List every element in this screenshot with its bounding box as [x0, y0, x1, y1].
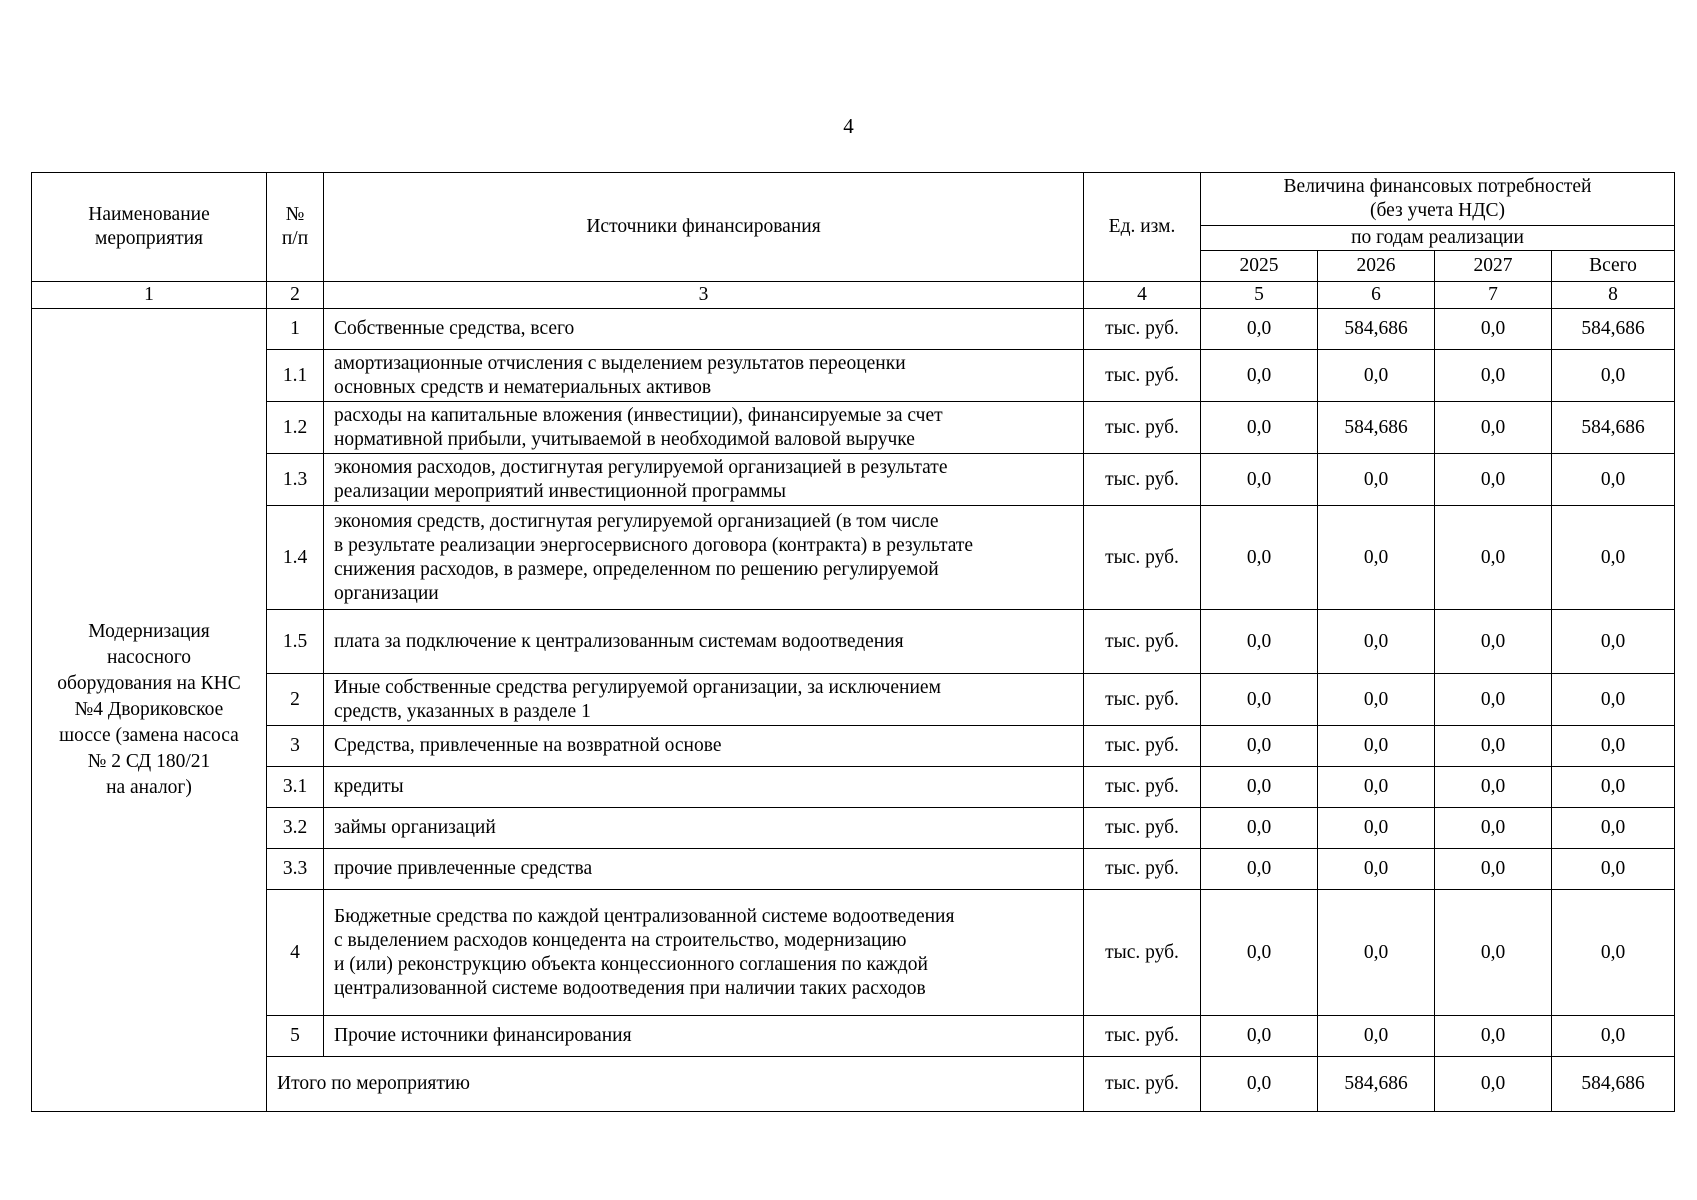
financing-source-line: средств, указанных в разделе 1: [334, 700, 591, 722]
value-cell: 0,0: [1318, 506, 1435, 610]
value-cell: 0,0: [1435, 808, 1552, 849]
value-cell: 0,0: [1435, 309, 1552, 350]
value-cell: 584,686: [1552, 309, 1675, 350]
financing-source: [324, 610, 1084, 674]
value-cell: 0,0: [1552, 808, 1675, 849]
financing-source-line: в результате реализации энергосервисного договора (контракта) в результате: [334, 534, 974, 556]
measure-name-line: №4 Двориковское: [74, 699, 224, 720]
header-unit: Ед. изм.: [1084, 173, 1201, 282]
value-cell: 0,0: [1318, 808, 1435, 849]
unit-cell: тыс. руб.: [1084, 674, 1201, 726]
col-number: 5: [1201, 282, 1318, 309]
financing-source-line: экономия средств, достигнутая регулируемой организацией (в том числе: [334, 510, 939, 532]
financing-source: [324, 506, 1084, 610]
financing-source-line: экономия расходов, достигнутая регулируемой организацией в результате: [334, 456, 948, 478]
value-cell: 0,0: [1318, 726, 1435, 767]
value-cell: 0,0: [1318, 674, 1435, 726]
header-year-2025: 2025: [1201, 251, 1318, 282]
value-cell: 0,0: [1318, 767, 1435, 808]
row-number: 3.3: [267, 849, 324, 890]
value-cell: 0,0: [1318, 890, 1435, 1016]
total-value: 0,0: [1435, 1057, 1552, 1112]
col-number: 4: [1084, 282, 1201, 309]
financing-source: [324, 674, 1084, 726]
value-cell: 0,0: [1318, 849, 1435, 890]
value-cell: 0,0: [1201, 1016, 1318, 1057]
table-row: [32, 767, 1675, 808]
value-cell: 0,0: [1552, 674, 1675, 726]
financing-source-line: кредиты: [334, 776, 404, 797]
row-number: 5: [267, 1016, 324, 1057]
value-cell: 0,0: [1552, 610, 1675, 674]
table-row: [32, 726, 1675, 767]
measure-name-line: № 2 СД 180/21: [87, 751, 211, 772]
col-number: 3: [324, 282, 1084, 309]
header-by-years: по годам реализации: [1201, 226, 1675, 251]
financing-source: [324, 767, 1084, 808]
value-cell: 0,0: [1201, 506, 1318, 610]
value-cell: 0,0: [1318, 1016, 1435, 1057]
total-unit: тыс. руб.: [1084, 1057, 1201, 1112]
col-number: 8: [1552, 282, 1675, 309]
unit-cell: тыс. руб.: [1084, 849, 1201, 890]
measure-name-line: оборудования на КНС: [57, 673, 241, 694]
unit-cell: тыс. руб.: [1084, 402, 1201, 454]
row-number: 3.1: [267, 767, 324, 808]
value-cell: 0,0: [1435, 726, 1552, 767]
financing-source-line: амортизационные отчисления с выделением результатов переоценки: [334, 352, 906, 374]
unit-cell: тыс. руб.: [1084, 350, 1201, 402]
financing-source-line: организации: [334, 582, 439, 604]
row-number: 1.4: [267, 506, 324, 610]
header-measure-name: Наименование мероприятия: [32, 173, 267, 282]
value-cell: 0,0: [1318, 610, 1435, 674]
unit-cell: тыс. руб.: [1084, 309, 1201, 350]
financing-source-line: Иные собственные средства регулируемой организации, за исключением: [334, 676, 941, 698]
table-row: [32, 1016, 1675, 1057]
measure-name-line: шоссе (замена насоса: [59, 725, 239, 746]
row-number: 1: [267, 309, 324, 350]
measure-name-line: насосного: [106, 647, 192, 668]
financing-source-line: снижения расходов, в размере, определенном по решению регулируемой: [334, 558, 939, 580]
value-cell: 0,0: [1435, 402, 1552, 454]
header-financial-needs: Величина финансовых потребностей (без учета НДС): [1201, 173, 1675, 226]
table-row: [32, 506, 1675, 610]
financing-source-line: и (или) реконструкцию объекта концессионного соглашения по каждой: [334, 953, 928, 975]
financing-source: [324, 1016, 1084, 1057]
value-cell: 0,0: [1201, 402, 1318, 454]
value-cell: 0,0: [1201, 767, 1318, 808]
header-year-2026: 2026: [1318, 251, 1435, 282]
value-cell: 0,0: [1552, 849, 1675, 890]
value-cell: 0,0: [1201, 726, 1318, 767]
unit-cell: тыс. руб.: [1084, 506, 1201, 610]
value-cell: 0,0: [1552, 506, 1675, 610]
value-cell: 0,0: [1552, 454, 1675, 506]
total-label: Итого по мероприятию: [267, 1057, 1084, 1112]
unit-cell: тыс. руб.: [1084, 726, 1201, 767]
table-row: [32, 890, 1675, 1016]
header-row-1: [32, 173, 1675, 226]
value-cell: 0,0: [1201, 309, 1318, 350]
row-number: 1.1: [267, 350, 324, 402]
header-year-total: Всего: [1552, 251, 1675, 282]
measure-name-line: Модернизация: [88, 621, 210, 642]
value-cell: 0,0: [1552, 767, 1675, 808]
table-row: [32, 674, 1675, 726]
measure-name-line: на аналог): [106, 777, 192, 798]
row-number: 3: [267, 726, 324, 767]
financing-source: [324, 726, 1084, 767]
table-row: [32, 309, 1675, 350]
page-number: 4: [843, 114, 854, 138]
unit-cell: тыс. руб.: [1084, 454, 1201, 506]
financing-source: [324, 454, 1084, 506]
value-cell: 0,0: [1435, 1016, 1552, 1057]
financing-source: [324, 808, 1084, 849]
unit-cell: тыс. руб.: [1084, 610, 1201, 674]
unit-cell: тыс. руб.: [1084, 767, 1201, 808]
row-number: 3.2: [267, 808, 324, 849]
value-cell: 0,0: [1201, 610, 1318, 674]
value-cell: 0,0: [1318, 454, 1435, 506]
financing-table: [31, 172, 1675, 1112]
value-cell: 0,0: [1201, 849, 1318, 890]
row-number: 1.2: [267, 402, 324, 454]
financing-source: [324, 849, 1084, 890]
unit-cell: тыс. руб.: [1084, 1016, 1201, 1057]
value-cell: 0,0: [1201, 890, 1318, 1016]
col-number: 7: [1435, 282, 1552, 309]
financing-source: [324, 309, 1084, 350]
table-row: [32, 808, 1675, 849]
value-cell: 0,0: [1552, 890, 1675, 1016]
financing-source-line: займы организаций: [334, 817, 496, 838]
financing-source-line: Прочие источники финансирования: [334, 1025, 632, 1046]
financing-source-line: реализации мероприятий инвестиционной программы: [334, 480, 786, 502]
unit-cell: тыс. руб.: [1084, 808, 1201, 849]
value-cell: 584,686: [1318, 402, 1435, 454]
value-cell: 584,686: [1318, 309, 1435, 350]
header-financing-source: Источники финансирования: [324, 173, 1084, 282]
row-number: 1.5: [267, 610, 324, 674]
col-number: 1: [32, 282, 267, 309]
col-number: 2: [267, 282, 324, 309]
value-cell: 0,0: [1435, 350, 1552, 402]
header-row-number: № п/п: [267, 173, 324, 282]
value-cell: 0,0: [1435, 506, 1552, 610]
row-number: 2: [267, 674, 324, 726]
col-number: 6: [1318, 282, 1435, 309]
value-cell: 0,0: [1435, 849, 1552, 890]
table-row: [32, 402, 1675, 454]
financing-source-line: централизованной системе водоотведения при наличии таких расходов: [334, 977, 926, 999]
value-cell: 0,0: [1435, 674, 1552, 726]
value-cell: 0,0: [1201, 674, 1318, 726]
total-value: 584,686: [1552, 1057, 1675, 1112]
header-year-2027: 2027: [1435, 251, 1552, 282]
financing-source-line: прочие привлеченные средства: [334, 858, 593, 879]
column-numbers-row: [32, 282, 1675, 309]
financing-source-line: Бюджетные средства по каждой централизованной системе водоотведения: [334, 905, 955, 927]
financing-source: [324, 890, 1084, 1016]
measure-name: [32, 309, 267, 1112]
value-cell: 0,0: [1318, 350, 1435, 402]
total-value: 0,0: [1201, 1057, 1318, 1112]
financing-source-line: расходы на капитальные вложения (инвестиции), финансируемые за счет: [334, 404, 943, 426]
value-cell: 0,0: [1435, 454, 1552, 506]
financing-source: [324, 350, 1084, 402]
total-value: 584,686: [1318, 1057, 1435, 1112]
financing-source-line: Средства, привлеченные на возвратной основе: [334, 735, 722, 756]
unit-cell: тыс. руб.: [1084, 890, 1201, 1016]
row-number: 4: [267, 890, 324, 1016]
table-row: [32, 610, 1675, 674]
value-cell: 0,0: [1201, 350, 1318, 402]
row-number: 1.3: [267, 454, 324, 506]
value-cell: 0,0: [1552, 1016, 1675, 1057]
table-row: [32, 454, 1675, 506]
table-row: [32, 849, 1675, 890]
value-cell: 0,0: [1201, 808, 1318, 849]
value-cell: 0,0: [1201, 454, 1318, 506]
table-row: [32, 350, 1675, 402]
financing-source-line: Собственные средства, всего: [334, 318, 575, 339]
value-cell: 0,0: [1435, 767, 1552, 808]
value-cell: 0,0: [1552, 726, 1675, 767]
value-cell: 0,0: [1552, 350, 1675, 402]
financing-source-line: плата за подключение к централизованным системам водоотведения: [334, 630, 904, 652]
value-cell: 0,0: [1435, 890, 1552, 1016]
value-cell: 0,0: [1435, 610, 1552, 674]
financing-source: [324, 402, 1084, 454]
financing-source-line: основных средств и нематериальных активов: [334, 376, 712, 398]
value-cell: 584,686: [1552, 402, 1675, 454]
financing-source-line: с выделением расходов концедента на строительство, модернизацию: [334, 929, 907, 951]
financing-source-line: нормативной прибыли, учитываемой в необходимой валовой выручке: [334, 428, 915, 450]
total-row: [32, 1057, 1675, 1112]
